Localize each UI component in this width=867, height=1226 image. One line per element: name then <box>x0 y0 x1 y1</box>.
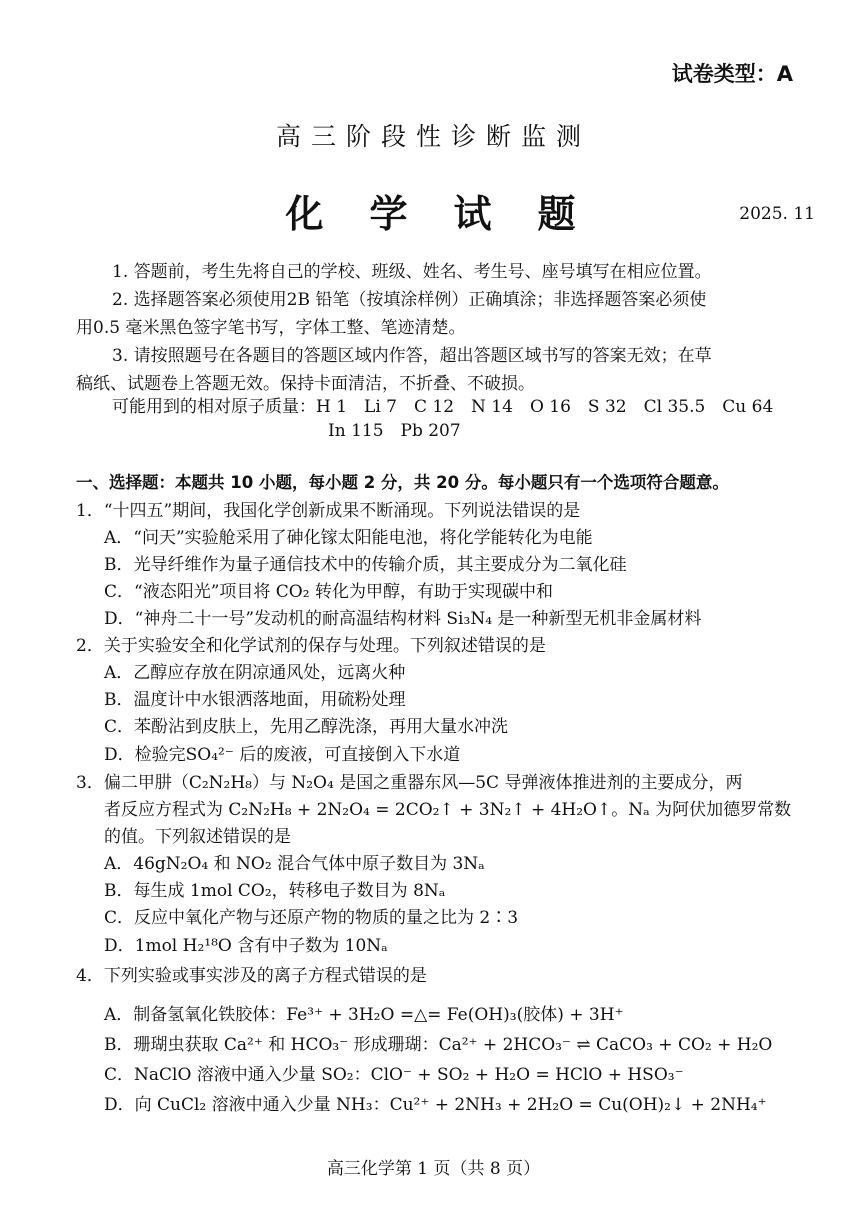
question-4-option-b: B．珊瑚虫获取 Ca²⁺ 和 HCO₃⁻ 形成珊瑚：Ca²⁺ + 2HCO₃⁻ ⇌ CaCO₃ + CO₂ + H₂O <box>104 1035 773 1055</box>
question-3-stem-line-2: 者反应方程式为 C₂N₂H₈ + 2N₂O₄ = 2CO₂↑ + 3N₂↑ + 4H₂O↑。Nₐ 为阿伏加德罗常数 <box>104 800 792 820</box>
question-4-option-c: C．NaClO 溶液中通入少量 SO₂：ClO⁻ + SO₂ + H₂O = HClO + HSO₃⁻ <box>104 1065 684 1085</box>
instruction-2-cont: 用0.5 毫米黑色签字笔书写，字体工整、笔迹清楚。 <box>76 318 466 338</box>
section-heading: 一、选择题：本题共 10 小题，每小题 2 分，共 20 分。每小题只有一个选项符合题意。 <box>76 473 729 492</box>
question-3-option-c: C．反应中氧化产物与还原产物的物质的量之比为 2∶3 <box>104 908 519 928</box>
exam-subtitle: 高三阶段性诊断监测 <box>275 122 591 151</box>
question-3-option-a: A．46gN₂O₄ 和 NO₂ 混合气体中原子数目为 3Nₐ <box>104 854 485 874</box>
instruction-3: 3. 请按照题号在各题目的答题区域内作答，超出答题区域书写的答案无效；在草 <box>112 346 712 366</box>
paper-type-label: 试卷类型：A <box>671 62 793 86</box>
question-2-option-c: C．苯酚沾到皮肤上，先用乙醇洗涤，再用大量水冲洗 <box>104 717 509 737</box>
question-2-option-d: D．检验完SO₄²⁻ 后的废液，可直接倒入下水道 <box>104 745 461 765</box>
instruction-2: 2. 选择题答案必须使用2B 铅笔（按填涂样例）正确填涂；非选择题答案必须使 <box>112 290 707 310</box>
question-1-option-c: C．“液态阳光”项目将 CO₂ 转化为甲醇，有助于实现碳中和 <box>104 582 553 602</box>
question-3-option-b: B．每生成 1mol CO₂，转移电子数目为 8Nₐ <box>104 881 446 901</box>
question-1-option-b: B．光导纤维作为量子通信技术中的传输介质，其主要成分为二氧化硅 <box>104 555 627 575</box>
page-footer: 高三化学第 1 页（共 8 页） <box>326 1159 541 1179</box>
instruction-1: 1. 答题前，考生先将自己的学校、班级、姓名、考生号、座号填写在相应位置。 <box>112 262 712 282</box>
question-2-stem: 2．关于实验安全和化学试剂的保存与处理。下列叙述错误的是 <box>76 636 546 656</box>
question-4-option-a: A．制备氢氧化铁胶体：Fe³⁺ + 3H₂O =△= Fe(OH)₃(胶体) + 3H⁺ <box>104 1005 624 1025</box>
question-1-option-d: D．“神舟二十一号”发动机的耐高温结构材料 Si₃N₄ 是一种新型无机非金属材料 <box>104 609 702 629</box>
question-2-option-b: B．温度计中水银洒落地面，用硫粉处理 <box>104 690 406 710</box>
question-4-stem: 4．下列实验或事实涉及的离子方程式错误的是 <box>76 966 427 986</box>
question-2-option-a: A．乙醇应存放在阴凉通风处，远离火种 <box>104 663 406 683</box>
question-3-stem-line-3: 的值。下列叙述错误的是 <box>104 827 291 847</box>
question-3-option-d: D．1mol H₂¹⁸O 含有中子数为 10Nₐ <box>104 936 388 956</box>
question-1-option-a: A．“问天”实验舱采用了砷化镓太阳能电池，将化学能转化为电能 <box>104 528 593 548</box>
exam-title: 化学试题 <box>285 191 622 236</box>
question-3-stem: 3．偏二甲肼（C₂N₂H₈）与 N₂O₄ 是国之重器东风—5C 导弹液体推进剂的主要成分，两 <box>76 773 743 793</box>
question-1-stem: 1．“十四五”期间，我国化学创新成果不断涌现。下列说法错误的是 <box>76 501 581 521</box>
question-4-option-d: D．向 CuCl₂ 溶液中通入少量 NH₃：Cu²⁺ + 2NH₃ + 2H₂O = Cu(OH)₂↓ + 2NH₄⁺ <box>104 1095 767 1115</box>
atomic-mass-line: 可能用到的相对原子质量：H 1 Li 7 C 12 N 14 O 16 S 32 Cl 35.5 Cu 64 <box>112 397 774 417</box>
instruction-3-cont: 稿纸、试题卷上答题无效。保持卡面清洁，不折叠、不破损。 <box>76 374 535 394</box>
atomic-mass-line-2: In 115 Pb 207 <box>328 421 461 441</box>
exam-date: 2025. 11 <box>739 204 815 224</box>
